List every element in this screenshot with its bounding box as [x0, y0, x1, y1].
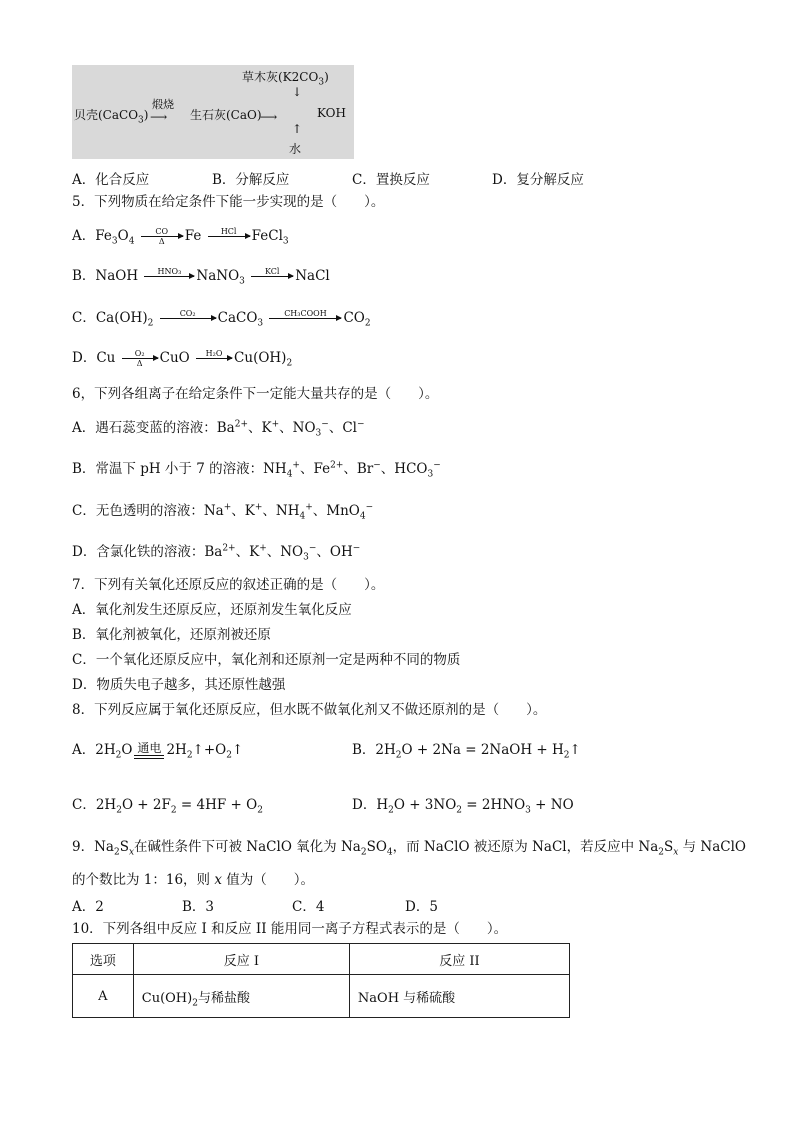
option-a: A．化合反应 — [72, 172, 150, 188]
q7-option-d: D．物质失电子越多，其还原性越强 — [72, 677, 286, 693]
q9-stem-line2: 的个数比为 1：16，则 x 值为（ ）。 — [72, 872, 315, 888]
header-cell: 选项 — [73, 944, 134, 975]
option-b: B．分解反应 — [212, 172, 290, 188]
option-d: D．复分解反应 — [492, 172, 584, 188]
header-cell: 反应 I — [133, 944, 349, 975]
shell-label: 贝壳(CaCO$_3$) — [74, 108, 149, 126]
q8-option-b: B．$2H_2O + 2Na$ = 2NaOH + $H_2↑$ — [352, 742, 581, 761]
right-arrow-icon: ⟶ — [150, 110, 168, 124]
option-c: C．置换反应 — [352, 172, 430, 188]
q7-option-b: B．氧化剂被氧化，还原剂被还原 — [72, 627, 271, 643]
q7-option-c: C．一个氧化还原反应中，氧化剂和还原剂一定是两种不同的物质 — [72, 652, 461, 668]
q10-table — [72, 943, 570, 1018]
product-label: KOH — [317, 106, 346, 120]
header-cell: 反应 II — [349, 944, 569, 975]
option-d: D．5 — [405, 899, 438, 915]
q6-option-c: C．无色透明的溶液：Na+、K+、$NH_4^+$、MnO$_4$− — [72, 502, 374, 522]
q6-option-b: B．常温下 pH 小于 7 的溶液：$NH_4^+$、$Fe^{2+}$、Br−、$HCO_3^-$ — [72, 460, 441, 480]
q8-option-a: A．$2H_2O$ 通电 $2H_2↑+O_2↑$ — [72, 741, 244, 761]
q6-option-d: D．含氯化铁的溶液：$Ba^{2+}$、K+、$NO_3^-$、OH− — [72, 543, 361, 563]
q5-option-c: C．$Ca(OH)_2$ CO₂ CaCO$_3$ CH₃COOH $CO_2$ — [72, 309, 371, 329]
water-label: 水 — [289, 142, 302, 156]
q5-option-d: D．Cu $\frac{\text{O₂}}{\Delta}$ CuO H₂O $Cu(OH)_2$ — [72, 349, 293, 369]
q10-stem: 10．下列各组中反应 I 和反应 II 能用同一离子方程式表示的是（ ）。 — [72, 921, 508, 937]
q7-stem: 7．下列有关氧化还原反应的叙述正确的是（ ）。 — [72, 577, 385, 593]
option-b: B．3 — [182, 899, 215, 915]
q6-stem: 6，下列各组离子在给定条件下一定能大量共存的是（ ）。 — [72, 386, 439, 402]
q5-option-a: A．$Fe_3O_4$ $\frac{CO}{\Delta}$ Fe HCl FeCl$_3$ — [72, 227, 289, 247]
table-cell: A — [73, 975, 134, 1018]
table-row — [73, 975, 570, 1018]
up-arrow-icon: ↑ — [292, 122, 303, 136]
q9-options — [0, 895, 794, 915]
reaction-flow-figure — [72, 65, 354, 159]
table-cell: NaOH 与稀硫酸 — [349, 975, 569, 1018]
q8-option-d: D．$H_2O + 3NO_2 = 2HNO_3$ + NO — [352, 797, 574, 816]
right-arrow-icon: ⟶ — [260, 110, 278, 124]
q6-option-a: A．遇石蕊变蓝的溶液：$Ba^{2+}$、K+、$NO_3^-$、Cl− — [72, 419, 365, 439]
q4-options — [0, 168, 794, 188]
q8-stem: 8．下列反应属于氧化还原反应，但水既不做氧化剂又不做还原剂的是（ ）。 — [72, 702, 547, 718]
ash-label: 草木灰$(K2CO_3)$ — [242, 70, 329, 88]
q9-stem-line1: 9．$Na_2S_x$在碱性条件下可被 NaClO 氧化为 $Na_2SO_4$，而 NaClO 被还原为 NaCl，若反应中 $Na_2S_x$ 与 NaClO — [72, 839, 746, 858]
q5-stem: 5．下列物质在给定条件下能一步实现的是（ ）。 — [72, 194, 385, 210]
q7-option-a: A．氧化剂发生还原反应，还原剂发生氧化反应 — [72, 602, 352, 618]
q8-option-c: C．$2H_2O + 2F_2 = 4HF + O_2$ — [72, 797, 263, 816]
down-arrow-icon: ↓ — [292, 85, 303, 99]
option-c: C．4 — [292, 899, 325, 915]
table-header-row — [73, 944, 570, 975]
quicklime-label: 生石灰(CaO) — [190, 108, 262, 122]
q5-option-b: B．NaOH HNO₃ NaNO$_3$ KCl NaCl — [72, 267, 330, 287]
calcine-label: 煅烧 — [152, 98, 174, 111]
option-a: A．2 — [72, 899, 104, 915]
table-cell: $Cu(OH)_2$与稀盐酸 — [133, 975, 349, 1018]
